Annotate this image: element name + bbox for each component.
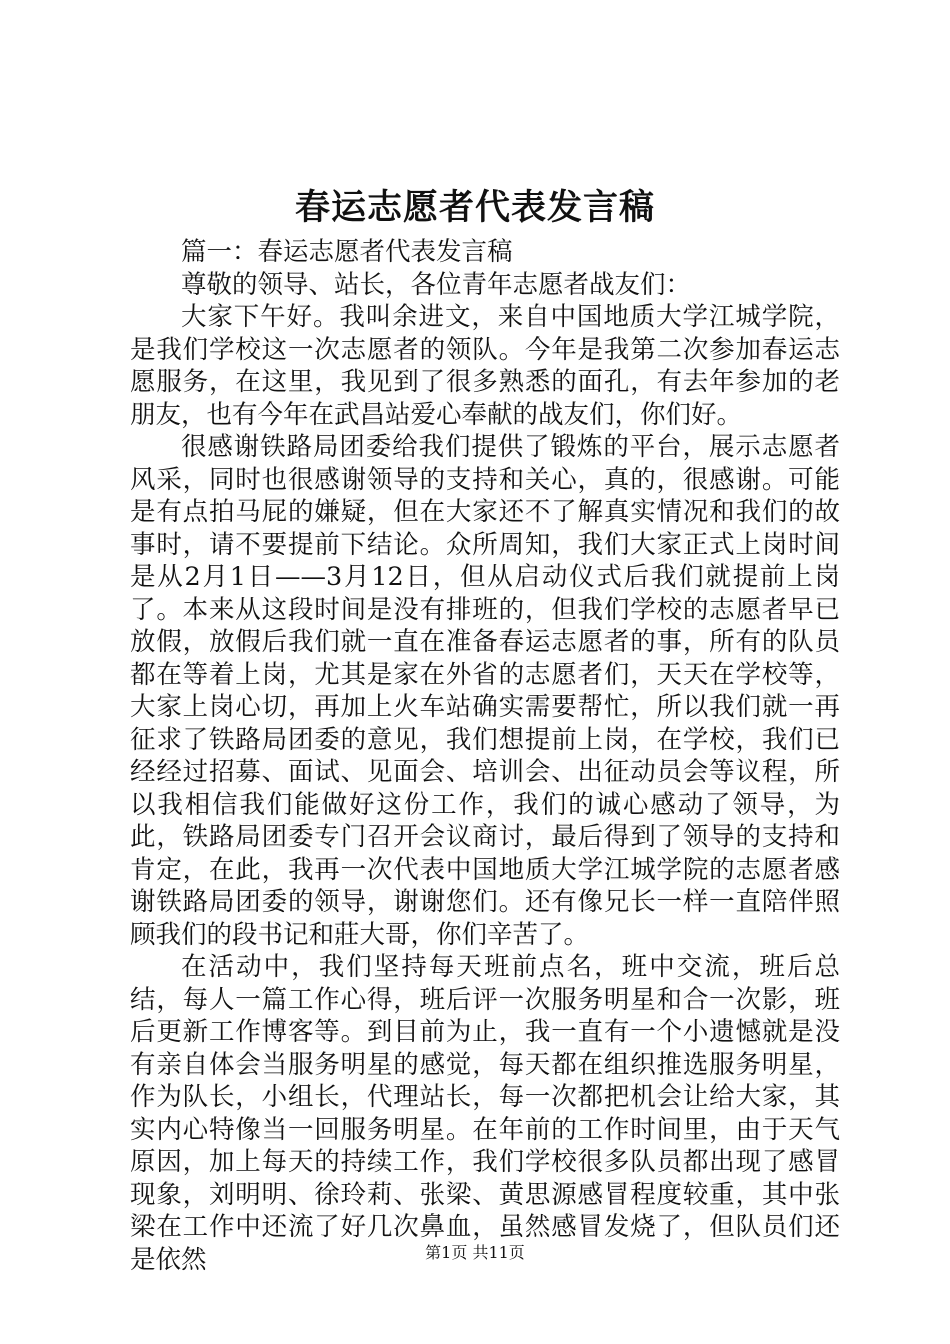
subtitle-paragraph: 篇一：春运志愿者代表发言稿 [181, 237, 513, 267]
body-paragraph: 在活动中，我们坚持每天班前点名，班中交流，班后总结，每人一篇工作心得，班后评一次服务明星和合一次影，班后更新工作博客等。到目前为止，我一直有一个小遗憾就是没有亲自体会当服务明星的感觉，每天都在组织推选服务明星，作为队长，小组长，代理站长，每一次都把机会让给大家，其实内心特像当一回服务明星。在年前的工作时间里，由于天气原因，加上每天的持续工作，我们学校很多队员都出现了感冒现象，刘明明、徐玲莉、张梁、黄思源感冒程度较重，其中张梁在工作中还流了好几次鼻血，虽然感冒发烧了，但队员们还是依然 [130, 952, 840, 1275]
document-body [130, 236, 840, 1276]
salutation-paragraph: 尊敬的领导、站长，各位青年志愿者战友们： [181, 269, 692, 300]
body-paragraph: 大家下午好。我叫余进文，来自中国地质大学江城学院，是我们学校这一次志愿者的领队。今年是我第二次参加春运志愿服务，在这里，我见到了很多熟悉的面孔，有去年参加的老朋友，也有今年在武昌站爱心奉献的战友们，你们好。 [130, 302, 840, 430]
page-number-footer: 第1页 共11页 [425, 1243, 525, 1262]
document-title: 春运志愿者代表发言稿 [294, 187, 655, 228]
body-paragraph: 很感谢铁路局团委给我们提供了锻炼的平台，展示志愿者风采，同时也很感谢领导的支持和关心，真的，很感谢。可能是有点拍马屁的嫌疑，但在大家还不了解真实情况和我们的故事时，请不要提前下结论。众所周知，我们大家正式上岗时间是从2月1日——3月12日，但从启动仪式后我们就提前上岗了。本来从这段时间是没有排班的，但我们学校的志愿者早已放假，放假后我们就一直在准备春运志愿者的事，所有的队员都在等着上岗，尤其是家在外省的志愿者们，天天在学校等，大家上岗心切，再加上火车站确实需要帮忙，所以我们就一再征求了铁路局团委的意见，我们想提前上岗，在学校，我们已经经过招募、面试、见面会、培训会、出征动员会等议程，所以我相信我们能做好这份工作，我们的诚心感动了领导，为此，铁路局团委专门召开会议商讨，最后得到了领导的支持和肯定，在此，我再一次代表中国地质大学江城学院的志愿者感谢铁路局团委的领导，谢谢您们。还有像兄长一样一直陪伴照顾我们的段书记和莊大哥，你们辛苦了。 [130, 432, 840, 950]
